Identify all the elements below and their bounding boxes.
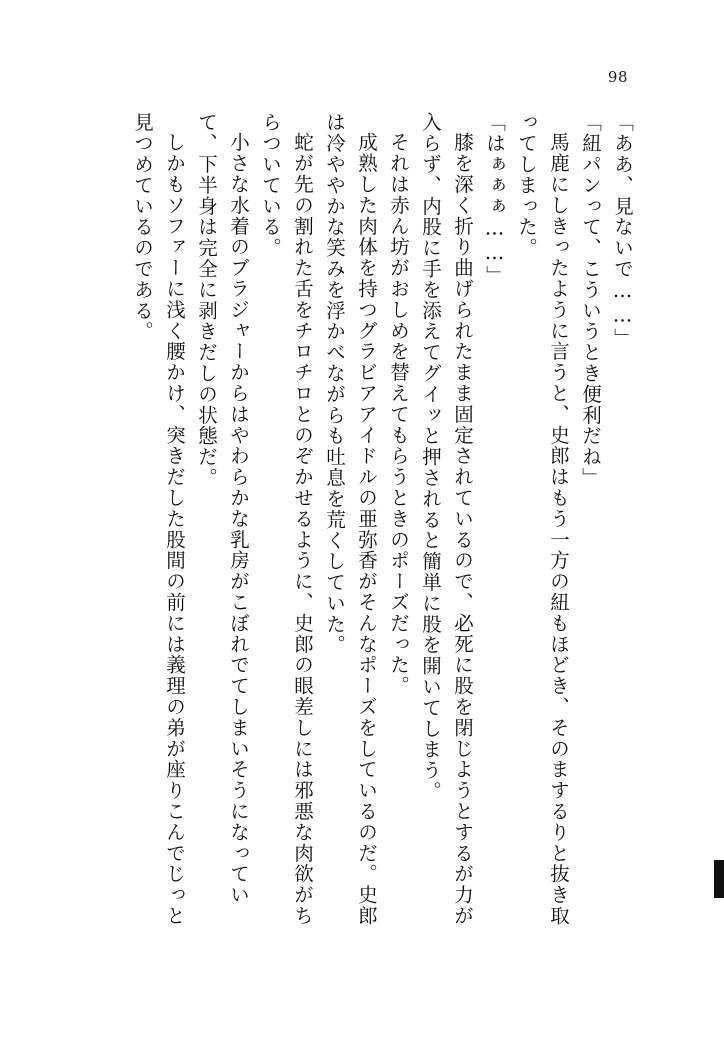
vertical-text-body (86, 112, 638, 942)
paragraph: しかもソファーに浅く腰かけ、突きだした股間の前には義理の弟が座りこんでじっと見つめているのである。 (131, 112, 186, 926)
paragraph: 蛇が先の割れた舌をチロチロとのぞかせるように、史郎の眼差しには邪悪な肉欲がちらついている。 (259, 112, 314, 926)
page-edge-mark (714, 860, 724, 898)
paragraph: 「紐パンって、こういうとき便利だね」 (579, 112, 602, 489)
paragraph: 小さな水着のブラジャーからはやわらかな乳房がこぼれでてしまいそうになっていて、下半身は完全に剥きだしの状態だ。 (195, 112, 250, 905)
paragraph: 「はぁぁぁ……」 (483, 112, 506, 287)
paragraph: 「ああ、見ないで……」 (611, 112, 634, 349)
paragraph: 膝を深く折り曲げられたまま固定されているので、必死に股を閉じようとするが力が入らず、内股に手を添えてグイッと押されると簡単に股を開いてしまう。 (419, 112, 474, 926)
paragraph: 馬鹿にしきったように言うと、史郎はもう一方の紐もほどき、そのまするりと抜き取ってしまった。 (515, 112, 570, 926)
paragraph: それは赤ん坊がおしめを替えてもらうときのポーズだった。 (387, 131, 410, 696)
paragraph: 成熟した肉体を持つグラビアアイドルの亜弥香がそんなポーズをしているのだ。史郎は冷ややかな笑みを浮かべながらも吐息を荒くしていた。 (323, 112, 378, 926)
page-number: 98 (607, 68, 628, 86)
